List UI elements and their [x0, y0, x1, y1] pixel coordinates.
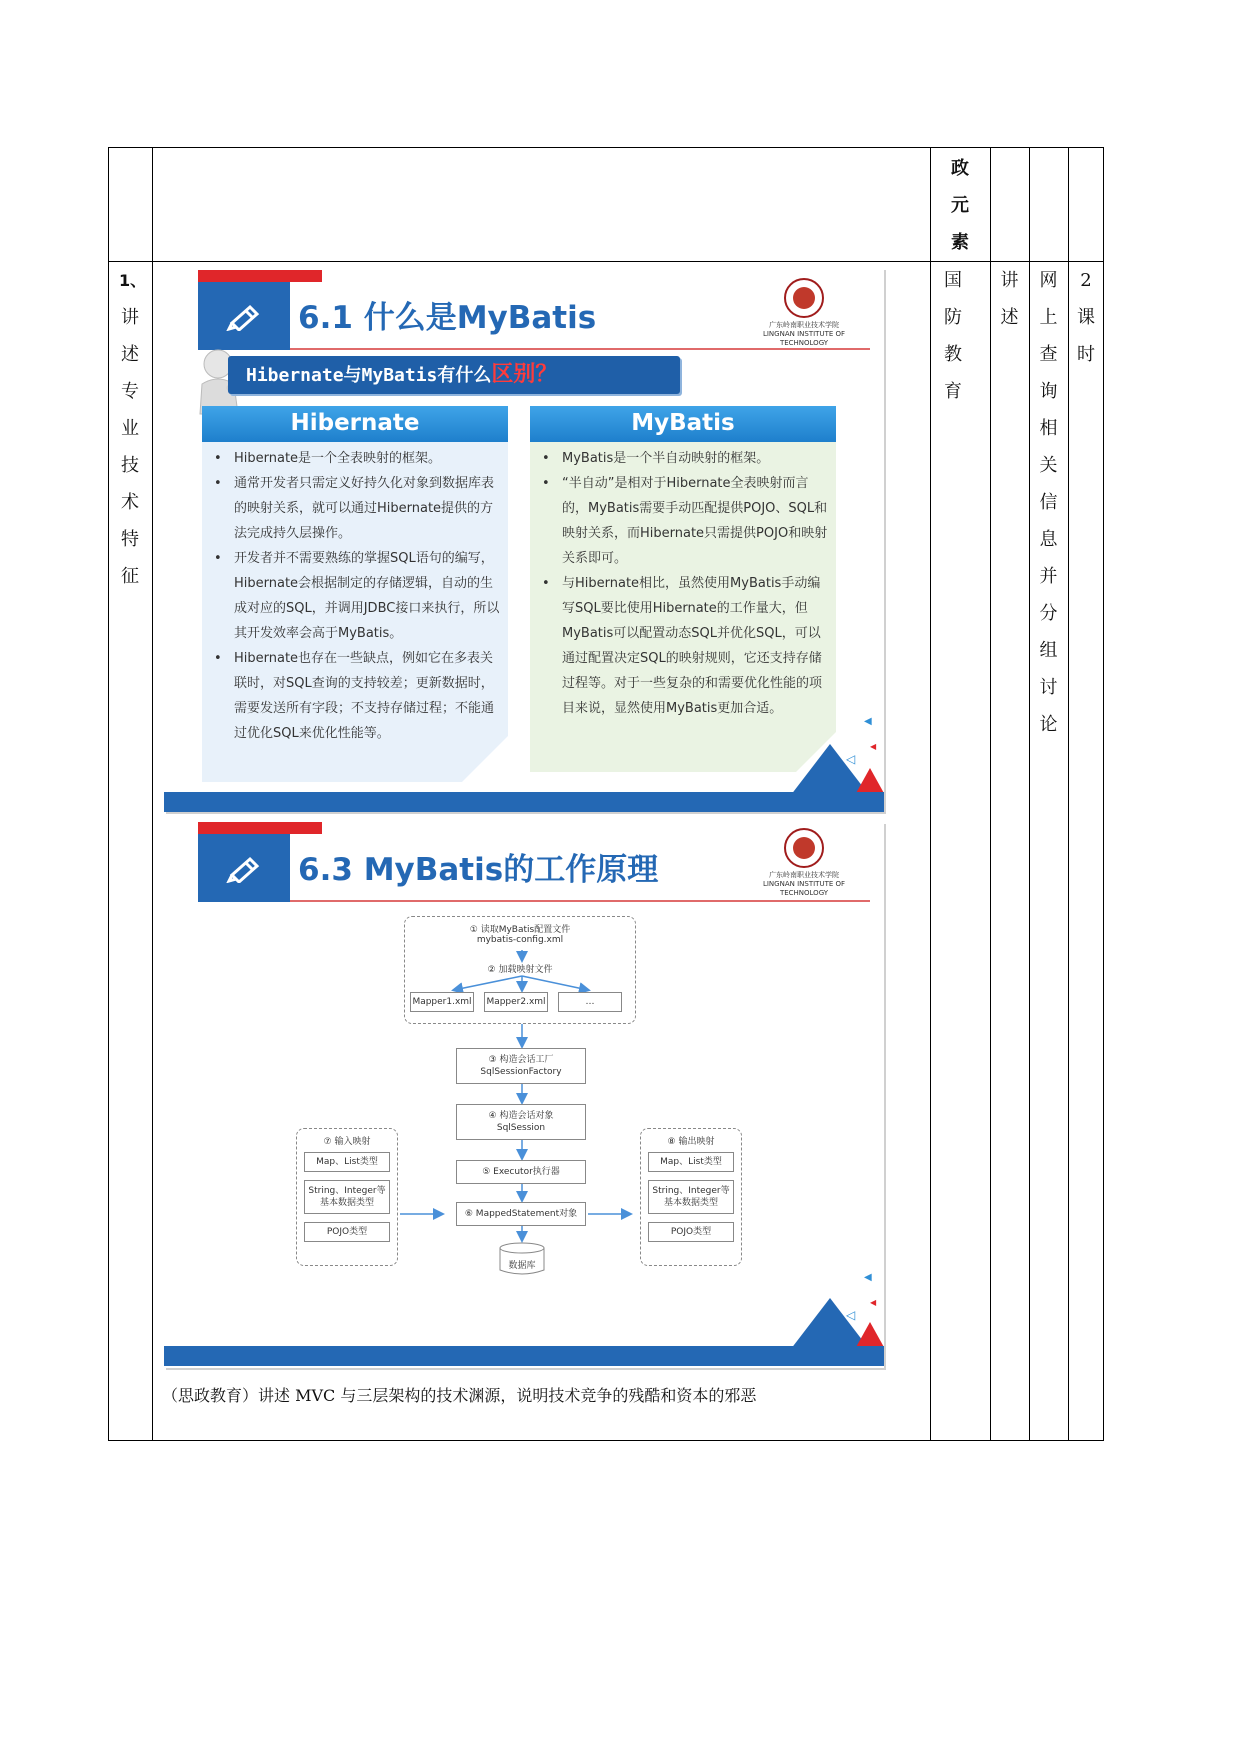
method-char: 述 — [1000, 307, 1019, 328]
header-element-label — [930, 150, 990, 261]
activity-char: 并 — [1039, 566, 1058, 587]
slide-bottom-bar — [164, 792, 884, 812]
slide-top-bar — [198, 270, 322, 282]
activity-char: 讨 — [1039, 677, 1058, 698]
input-mapping-title: ⑦ 输入映射 — [323, 1137, 371, 1147]
list-item: • Hibernate也存在一些缺点，例如它在多表关联时，对SQL查询的支持较差；更新数据时，需要发送所有字段；不支持存储过程；不能通过优化SQL来优化性能等。 — [234, 646, 500, 746]
mapper-more-text: … — [585, 997, 595, 1007]
output-mapping-title: ⑧ 输出映射 — [667, 1137, 715, 1147]
college-logo — [744, 278, 864, 348]
activity-char: 查 — [1039, 344, 1058, 365]
step4-text: ④ 构造会话对象 — [488, 1111, 554, 1121]
activity-char: 信 — [1039, 492, 1058, 513]
activity-char: 分 — [1039, 603, 1058, 624]
row-number: 1、 — [119, 271, 147, 290]
student-activity — [1029, 262, 1068, 743]
hours-char: 2 — [1080, 270, 1092, 291]
slide-title-rule — [290, 348, 870, 350]
logo-text-en1: LINGNAN INSTITUTE OF — [762, 330, 846, 338]
list-item: • “半自动”是相对于Hibernate全表映射而言的，MyBatis需要手动匹配提供POJO、SQL和映射关系，而Hibernate只需提供POJO和映射关系即可。 — [562, 471, 828, 571]
step1-text: ① 读取MyBatis配置文件 — [469, 925, 571, 935]
deco-arrow-icon: ◁ — [846, 752, 856, 766]
pencil-icon — [226, 301, 262, 331]
page-curl — [462, 736, 508, 782]
mapper2-text: Mapper2.xml — [486, 997, 546, 1007]
topic-char: 征 — [121, 566, 139, 587]
ideology-element — [930, 262, 976, 410]
question-highlight: 区别？ — [491, 362, 558, 387]
input-map-list-box — [304, 1152, 390, 1172]
activity-char: 相 — [1039, 418, 1058, 439]
deco-arrow-icon: ◀ — [864, 716, 872, 727]
activity-char: 组 — [1039, 640, 1058, 661]
basic-type-text: String、Integer等 — [652, 1186, 730, 1196]
step3-text: ③ 构造会话工厂 — [488, 1055, 554, 1065]
question-banner — [228, 356, 680, 394]
ideology-caption: （思政教育）讲述 MVC 与三层架构的技术渊源，说明技术竞争的残酷和资本的邪恶 — [162, 1386, 757, 1405]
col-divider-3 — [990, 147, 991, 1441]
output-map-list-box — [648, 1152, 734, 1172]
step5-text: ⑤ Executor执行器 — [482, 1167, 560, 1177]
topic-char: 术 — [121, 492, 139, 513]
class-hours — [1068, 262, 1104, 373]
topic-char: 业 — [121, 418, 139, 439]
header-char: 政 — [951, 158, 969, 179]
question-text: Hibernate与MyBatis有什么 — [246, 365, 492, 386]
slide-title: 6.3 MyBatis的工作原理 — [298, 852, 659, 888]
output-pojo-box — [648, 1222, 734, 1242]
output-basic-type-box — [648, 1180, 734, 1214]
hours-char: 课 — [1077, 307, 1095, 328]
row-topic — [108, 299, 152, 595]
activity-char: 论 — [1039, 714, 1058, 735]
step5-box — [456, 1160, 586, 1184]
slide-what-is-mybatis — [164, 268, 884, 812]
list-item: • Hibernate是一个全表映射的框架。 — [234, 446, 500, 471]
hibernate-panel — [202, 406, 508, 782]
element-char: 国 — [944, 270, 962, 291]
pojo-text: POJO类型 — [326, 1227, 368, 1237]
step6-text: ⑥ MappedStatement对象 — [464, 1209, 578, 1219]
map-list-text: Map、List类型 — [316, 1157, 378, 1167]
step2-label: ② 加载映射文件 — [487, 965, 553, 975]
mybatis-panel-title: MyBatis — [530, 406, 836, 442]
slide-bottom-bar — [164, 1346, 884, 1366]
list-item: • 开发者并不需要熟练的掌握SQL语句的编写，Hibernate会根据制定的存储逻辑，自动的生成对应的SQL，并调用JDBC接口来执行，所以其开发效率会高于MyBatis。 — [234, 546, 500, 646]
topic-char: 述 — [121, 344, 139, 365]
topic-char: 讲 — [121, 307, 139, 328]
list-item: • 与Hibernate相比，虽然使用MyBatis手动编写SQL要比使用Hibernate的工作量大，但MyBatis可以配置动态SQL并优化SQL，可以通过配置决定SQL的映射规则，它还支持存储过程等。对于一些复杂的和需要优化性能的项目来说，显然使用MyBatis更加合适。 — [562, 571, 828, 721]
deco-arrow-icon: ◀ — [864, 1272, 872, 1283]
logo-text-cn: 广东岭南职业技术学院 — [769, 321, 839, 329]
logo-text-en2: TECHNOLOGY — [779, 339, 829, 347]
step1-file: mybatis-config.xml — [476, 935, 564, 945]
hours-char: 时 — [1077, 344, 1095, 365]
input-basic-type-box — [304, 1180, 390, 1214]
step1-label — [404, 922, 636, 945]
list-item: • 通常开发者只需定义好持久化对象到数据库表的映射关系，就可以通过Hibernate提供的方法完成持久层操作。 — [234, 471, 500, 546]
topic-char: 技 — [121, 455, 139, 476]
mapper1-box — [410, 992, 474, 1012]
deco-arrow-icon: ◁ — [846, 1308, 856, 1322]
slide-title: 6.1 什么是MyBatis — [298, 300, 597, 336]
hibernate-panel-body — [208, 446, 500, 746]
pojo-text: POJO类型 — [670, 1227, 712, 1237]
basic-type-text: String、Integer等 — [308, 1186, 386, 1196]
mapper1-text: Mapper1.xml — [412, 997, 472, 1007]
logo-text-en1: LINGNAN INSTITUTE OF — [762, 880, 846, 888]
header-char: 素 — [951, 232, 969, 253]
basic-type-text: 基本数据类型 — [663, 1198, 718, 1208]
activity-char: 网 — [1039, 270, 1058, 291]
element-char: 防 — [944, 307, 962, 328]
element-char: 教 — [944, 344, 962, 365]
basic-type-text: 基本数据类型 — [319, 1198, 374, 1208]
activity-char: 询 — [1039, 381, 1058, 402]
header-char: 元 — [951, 195, 969, 216]
step3-box — [456, 1048, 586, 1084]
logo-text-cn: 广东岭南职业技术学院 — [769, 871, 839, 879]
list-item: • MyBatis是一个半自动映射的框架。 — [562, 446, 828, 471]
mybatis-panel — [530, 406, 836, 772]
step4-box — [456, 1104, 586, 1140]
activity-char: 关 — [1039, 455, 1058, 476]
step6-box — [456, 1202, 586, 1226]
mapper2-box — [484, 992, 548, 1012]
logo-text-en2: TECHNOLOGY — [779, 889, 829, 897]
activity-char: 上 — [1039, 307, 1058, 328]
hibernate-panel-title: Hibernate — [202, 406, 508, 442]
mapper-more-box — [558, 992, 622, 1012]
method-char: 讲 — [1000, 270, 1019, 291]
input-pojo-box — [304, 1222, 390, 1242]
mybatis-panel-body — [536, 446, 828, 721]
map-list-text: Map、List类型 — [660, 1157, 722, 1167]
step3-class: SqlSessionFactory — [480, 1067, 562, 1077]
topic-char: 特 — [121, 529, 139, 550]
col-divider-1 — [152, 147, 153, 1441]
teaching-method — [990, 262, 1029, 336]
element-char: 育 — [944, 381, 962, 402]
topic-char: 专 — [121, 381, 139, 402]
step4-class: SqlSession — [496, 1123, 546, 1133]
workflow-arrows — [164, 822, 884, 1368]
database-label: 数据库 — [508, 1261, 536, 1271]
slide-icon-box — [198, 282, 290, 350]
activity-char: 息 — [1039, 529, 1058, 550]
slide-mybatis-workflow — [164, 822, 884, 1368]
deco-arrow-icon: ◀ — [870, 742, 877, 751]
deco-arrow-icon: ◀ — [870, 1298, 877, 1307]
